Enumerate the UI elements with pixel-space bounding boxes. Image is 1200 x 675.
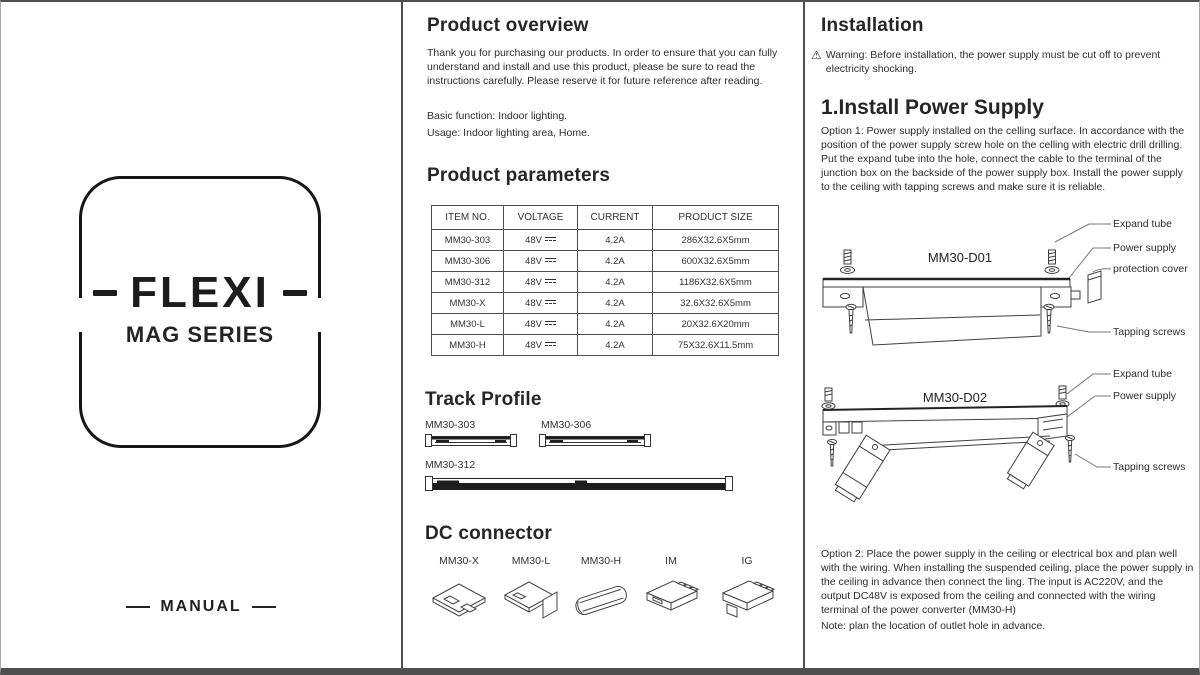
logo-title: FLEXI bbox=[130, 268, 270, 317]
dc-connector-ig-drawing bbox=[715, 569, 779, 621]
cell-size: 600X32.6X5mm bbox=[653, 251, 779, 272]
cell-item: MM30-X bbox=[432, 293, 504, 314]
track-item-label: MM30-306 bbox=[541, 419, 592, 431]
dc-symbol-icon bbox=[545, 236, 556, 243]
logo-dash-right-icon bbox=[283, 290, 307, 296]
dc-connector-im-drawing bbox=[639, 569, 703, 621]
cell-voltage bbox=[504, 251, 578, 272]
dc-symbol-icon bbox=[545, 320, 556, 327]
diagram-label: MM30-D01 bbox=[927, 250, 993, 265]
col-header-item: ITEM NO. bbox=[432, 206, 504, 230]
col-header-size: PRODUCT SIZE bbox=[653, 206, 779, 230]
diagram-mm30-d02 bbox=[805, 362, 1200, 542]
table-row bbox=[432, 335, 779, 356]
cell-item: MM30-306 bbox=[432, 251, 504, 272]
basic-function-line: Basic function: Indoor lighting. bbox=[427, 110, 568, 122]
cell-size: 32.6X32.6X5mm bbox=[653, 293, 779, 314]
dc-item-label: IM bbox=[665, 555, 677, 567]
logo-subtitle: MAG SERIES bbox=[125, 322, 275, 347]
track-profile-303-drawing bbox=[425, 433, 517, 448]
warning-block bbox=[811, 48, 1191, 76]
cell-voltage bbox=[504, 230, 578, 251]
cell-current: 4.2A bbox=[578, 230, 653, 251]
warning-icon: ⚠ bbox=[811, 48, 822, 62]
voltage-value: 48V bbox=[525, 255, 542, 267]
dc-item-label: IG bbox=[741, 555, 753, 567]
callout-power-supply: Power supply bbox=[1113, 242, 1177, 254]
middle-panel bbox=[403, 2, 803, 668]
dc-item-label: MM30-L bbox=[511, 555, 551, 567]
voltage-value: 48V bbox=[525, 318, 542, 330]
cell-current: 4.2A bbox=[578, 251, 653, 272]
dc-connector-x-drawing bbox=[427, 569, 491, 621]
callout-expand-tube: Expand tube bbox=[1113, 368, 1172, 380]
table-row bbox=[432, 272, 779, 293]
manual-dash-right-icon bbox=[252, 606, 276, 608]
callout-power-supply: Power supply bbox=[1113, 390, 1177, 402]
cell-voltage bbox=[504, 272, 578, 293]
callout-tapping-screws: Tapping screws bbox=[1113, 461, 1186, 473]
col-header-current: CURRENT bbox=[578, 206, 653, 230]
cell-current: 4.2A bbox=[578, 272, 653, 293]
table-row bbox=[432, 230, 779, 251]
dc-connector-item bbox=[569, 555, 633, 626]
cell-voltage bbox=[504, 293, 578, 314]
cell-size: 75X32.6X11.5mm bbox=[653, 335, 779, 356]
track-profile-306-drawing bbox=[539, 433, 651, 448]
dc-item-label: MM30-H bbox=[580, 555, 622, 567]
cell-item: MM30-H bbox=[432, 335, 504, 356]
dc-connector-h-drawing bbox=[569, 569, 633, 621]
table-header-row bbox=[432, 206, 779, 230]
diagram-label: MM30-D02 bbox=[922, 390, 988, 405]
callout-tapping-screws: Tapping screws bbox=[1113, 326, 1186, 338]
col-header-voltage: VOLTAGE bbox=[504, 206, 578, 230]
product-parameters-table bbox=[431, 205, 779, 356]
cell-voltage bbox=[504, 314, 578, 335]
dc-symbol-icon bbox=[545, 341, 556, 348]
dc-connector-item bbox=[499, 555, 563, 626]
diagram-mm30-d01 bbox=[805, 208, 1200, 360]
manual-footer bbox=[1, 598, 401, 616]
install-power-supply-title: 1.Install Power Supply bbox=[821, 96, 1044, 119]
cell-voltage bbox=[504, 335, 578, 356]
cell-current: 4.2A bbox=[578, 314, 653, 335]
note-line: Note: plan the location of outlet hole in advance. bbox=[821, 620, 1046, 632]
dc-connector-item bbox=[715, 555, 779, 626]
usage-line: Usage: Indoor lighting area, Home. bbox=[427, 127, 590, 139]
logo-dash-left-icon bbox=[93, 290, 117, 296]
manual-label: MANUAL bbox=[160, 598, 242, 615]
power-supply-recessed-mount-drawing bbox=[805, 362, 1200, 542]
callout-protection-cover: protection cover bbox=[1113, 263, 1188, 275]
parameters-title: Product parameters bbox=[427, 165, 611, 186]
callout-expand-tube: Expand tube bbox=[1113, 218, 1172, 230]
track-profile-312-drawing bbox=[425, 475, 733, 492]
table-row bbox=[432, 251, 779, 272]
cell-size: 286X32.6X5mm bbox=[653, 230, 779, 251]
option1-paragraph: Option 1: Power supply installed on the celling surface. In accordance with the position of the power supply screw hole on the celling with electric drill drilling. Put the expand tube into the hole, connect the cable to the terminal of the junction box on the backside of the power supply box. Install the power supply to the ceiling with tapping screws and make sure it is reliable. bbox=[821, 125, 1185, 193]
logo-title-row bbox=[93, 268, 307, 318]
table-row bbox=[432, 293, 779, 314]
dc-symbol-icon bbox=[545, 257, 556, 264]
cover-panel bbox=[1, 2, 401, 668]
manual-dash-left-icon bbox=[126, 606, 150, 608]
cell-current: 4.2A bbox=[578, 335, 653, 356]
voltage-value: 48V bbox=[525, 297, 542, 309]
brand-logo bbox=[79, 176, 321, 448]
dc-connector-item bbox=[639, 555, 703, 626]
dc-item-label: MM30-X bbox=[439, 555, 479, 567]
voltage-value: 48V bbox=[525, 234, 542, 246]
option2-paragraph: Option 2: Place the power supply in the ceiling or electrical box and plan well with the wiring. When installing the suspended ceiling, place the power supply in the ceiling in advance then connect the ling. The input is AC220V, and the output DC48V is exposed from the ceiling and connected with the wiring terminal of the power converter (MM30-H) bbox=[821, 548, 1194, 616]
cell-current: 4.2A bbox=[578, 293, 653, 314]
installation-panel bbox=[805, 2, 1200, 668]
warning-text: Warning: Before installation, the power supply must be cut off to prevent electricity shocking. bbox=[825, 49, 1161, 75]
dc-symbol-icon bbox=[545, 278, 556, 285]
dc-connector-l-drawing bbox=[499, 569, 563, 621]
dc-symbol-icon bbox=[545, 299, 556, 306]
cell-item: MM30-L bbox=[432, 314, 504, 335]
cell-item: MM30-303 bbox=[432, 230, 504, 251]
dc-connector-title: DC connector bbox=[425, 523, 552, 544]
track-profile-title: Track Profile bbox=[425, 389, 542, 410]
track-item-label: MM30-303 bbox=[425, 419, 476, 431]
voltage-value: 48V bbox=[525, 276, 542, 288]
voltage-value: 48V bbox=[525, 339, 542, 351]
table-row bbox=[432, 314, 779, 335]
cell-item: MM30-312 bbox=[432, 272, 504, 293]
dc-connector-item bbox=[427, 555, 491, 626]
cell-size: 1186X32.6X5mm bbox=[653, 272, 779, 293]
overview-paragraph: Thank you for purchasing our products. In order to ensure that you can fully understand and install and use this product, please be sure to read the instructions carefully. Please reserve it for future reference after reading. bbox=[427, 47, 778, 87]
track-item-label: MM30-312 bbox=[425, 459, 476, 471]
overview-title: Product overview bbox=[427, 15, 589, 36]
cell-size: 20X32.6X20mm bbox=[653, 314, 779, 335]
installation-title: Installation bbox=[821, 15, 924, 36]
